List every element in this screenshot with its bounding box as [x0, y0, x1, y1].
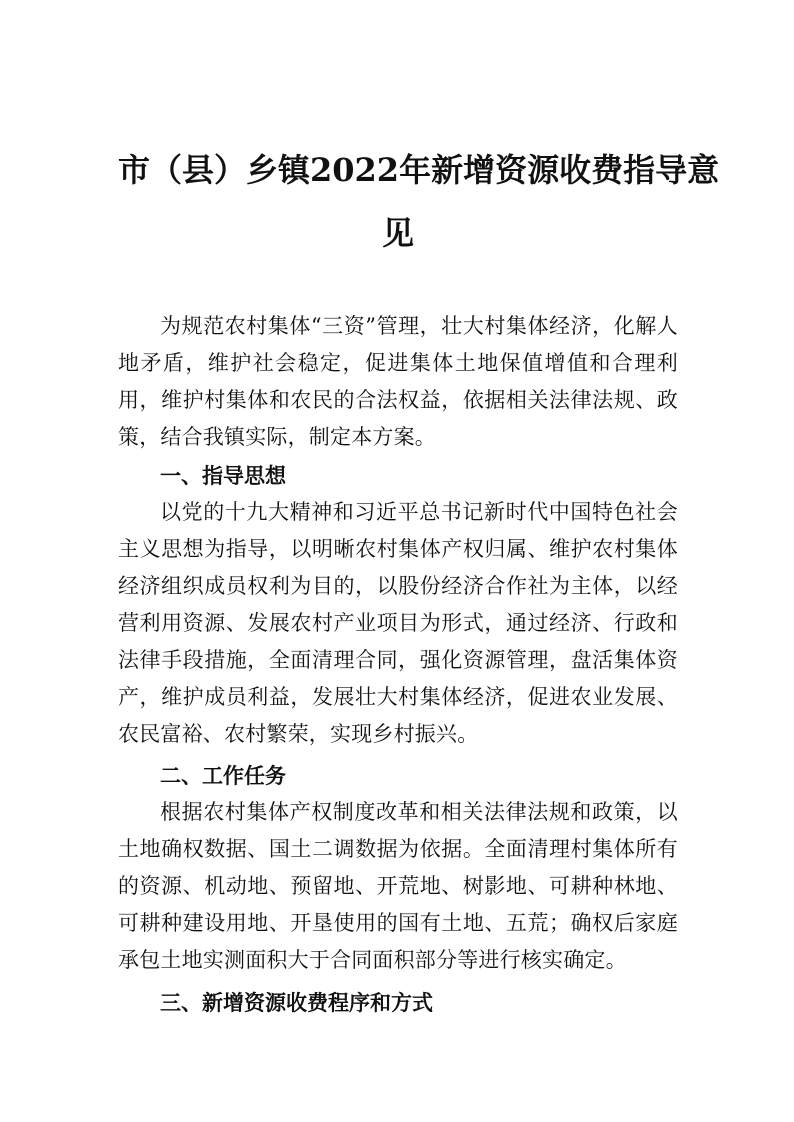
section-heading-guiding-ideology: 一、指导思想 [160, 464, 286, 488]
section-body-guiding-ideology: 以党的十九大精神和习近平总书记新时代中国特色社会主义思想为指导，以明晰农村集体产权归属、维护农村集体经济组织成员权利为目的，以股份经济合作社为主体，以经营利用资源、发展农村产业项目为形式，通过经济、行政和法律手段措施，全面清理合同，强化资源管理，盘活集体资产，维护成员利益，发展壮大村集体经济，促进农业发展、农民富裕、农村繁荣，实现乡村振兴。 [118, 500, 678, 746]
section-heading-work-tasks: 二、工作任务 [160, 764, 286, 788]
section-body-work-tasks: 根据农村集体产权制度改革和相关法律法规和政策，以土地确权数据、国土二调数据为依据。全面清理村集体所有的资源、机动地、预留地、开荒地、树影地、可耕种林地、 可耕种建设用地、开垦使用的国有土地、五荒；确权后家庭承包土地实测面积大于合同面积部分等进行核实确定。 [118, 800, 678, 972]
section-heading-fee-procedure: 三、新增资源收费程序和方式 [160, 991, 433, 1015]
document-title-line-2: 见 [381, 214, 414, 252]
document-title-line-1: 市（县）乡镇2022年新增资源收费指导意 [118, 151, 720, 189]
intro-paragraph: 为规范农村集体“三资”管理，壮大村集体经济，化解人地矛盾，维护社会稳定，促进集体土地保值增值和合理利用，维护村集体和农民的合法权益，依据相关法律法规、政策，结合我镇实际，制定本方案。 [118, 314, 678, 449]
